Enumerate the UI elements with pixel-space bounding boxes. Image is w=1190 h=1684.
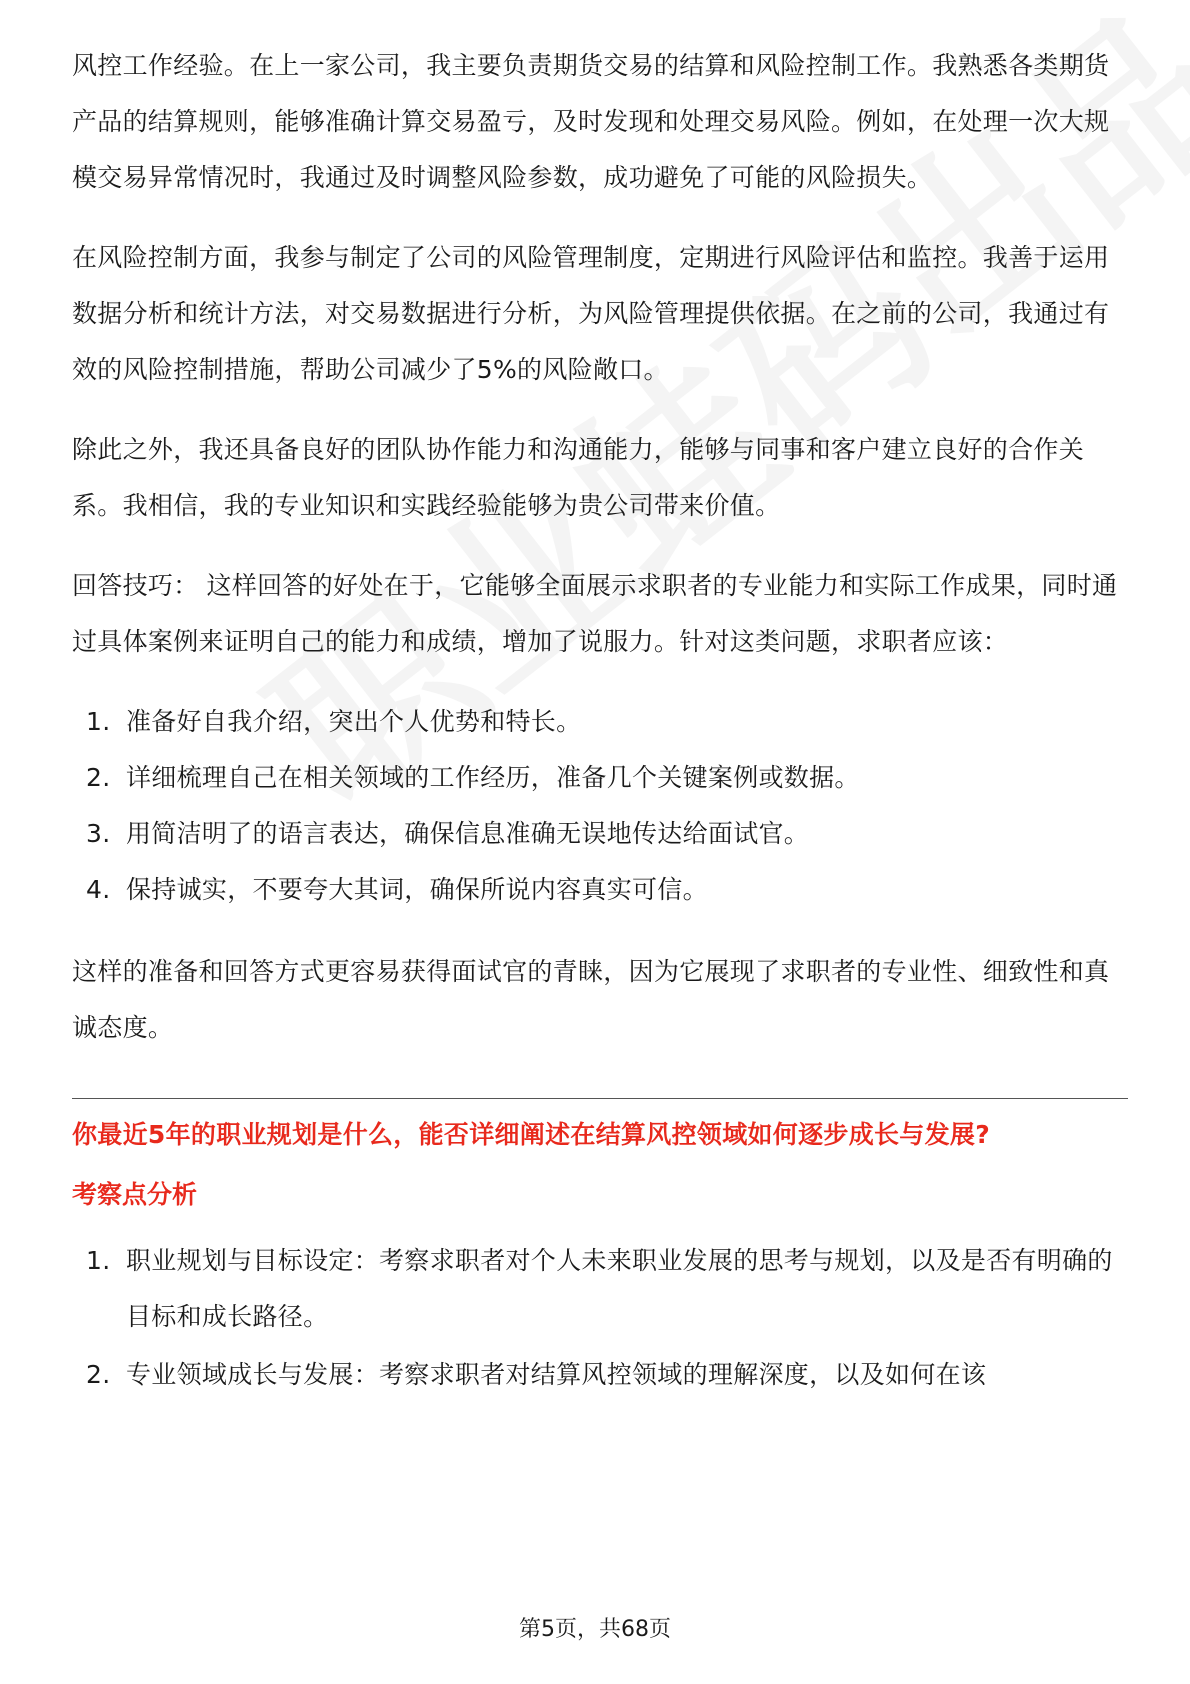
- list-item-text: 职业规划与目标设定：考察求职者对个人未来职业发展的思考与规划，以及是否有明确的目标和成长路径。: [126, 1246, 1113, 1331]
- answer-tips: [72, 558, 1128, 670]
- answer-paragraph-3: 除此之外，我还具备良好的团队协作能力和沟通能力，能够与同事和客户建立良好的合作关系。我相信，我的专业知识和实践经验能够为贵公司带来价值。: [72, 435, 1085, 520]
- analysis-title: 考察点分析: [72, 1180, 198, 1209]
- interview-question: 你最近5年的职业规划是什么，能否详细阐述在结算风控领域如何逐步成长与发展?: [72, 1120, 990, 1149]
- list-item-text: 准备好自我介绍，突出个人优势和特长。: [126, 707, 582, 736]
- list-item: [72, 750, 1128, 806]
- list-item: [72, 862, 1128, 918]
- list-item-text: 保持诚实，不要夸大其词，确保所说内容真实可信。: [126, 875, 708, 904]
- list-item-number: 2.: [86, 763, 111, 792]
- answer-tips-label: 回答技巧：: [72, 571, 199, 600]
- page-footer: 第5页，共68页: [519, 1617, 671, 1642]
- list-item-text: 详细梳理自己在相关领域的工作经历，准备几个关键案例或数据。: [126, 763, 860, 792]
- list-item-number: 3.: [86, 819, 111, 848]
- document-page: [72, 38, 1128, 1405]
- list-item-number: 1.: [86, 1246, 111, 1275]
- list-item-number: 4.: [86, 875, 111, 904]
- conclusion-paragraph: 这样的准备和回答方式更容易获得面试官的青睐，因为它展现了求职者的专业性、细致性和真诚态度。: [72, 957, 1110, 1042]
- list-item: [72, 1347, 1128, 1403]
- list-item-text: 用简洁明了的语言表达，确保信息准确无误地传达给面试官。: [126, 819, 810, 848]
- answer-paragraph-1: 风控工作经验。在上一家公司，我主要负责期货交易的结算和风险控制工作。我熟悉各类期货产品的结算规则，能够准确计算交易盈亏，及时发现和处理交易风险。例如，在处理一次大规模交易异常情况时，我通过及时调整风险参数，成功避免了可能的风险损失。: [72, 51, 1110, 192]
- list-item: [72, 1233, 1128, 1345]
- section-divider: [72, 1098, 1128, 1099]
- answer-tips-text: 这样回答的好处在于，它能够全面展示求职者的专业能力和实际工作成果，同时通过具体案例来证明自己的能力和成绩，增加了说服力。针对这类问题，求职者应该：: [72, 571, 1118, 656]
- list-item-number: 1.: [86, 707, 111, 736]
- analysis-list: [72, 1233, 1128, 1403]
- list-item: [72, 694, 1128, 750]
- list-item-number: 2.: [86, 1360, 111, 1389]
- preparation-steps-list: [72, 694, 1128, 918]
- answer-paragraph-2: 在风险控制方面，我参与制定了公司的风险管理制度，定期进行风险评估和监控。我善于运用数据分析和统计方法，对交易数据进行分析，为风险管理提供依据。在之前的公司，我通过有效的风险控制措施，帮助公司减少了5%的风险敞口。: [72, 243, 1110, 384]
- list-item-text: 专业领域成长与发展：考察求职者对结算风控领域的理解深度，以及如何在该: [126, 1360, 987, 1389]
- list-item: [72, 806, 1128, 862]
